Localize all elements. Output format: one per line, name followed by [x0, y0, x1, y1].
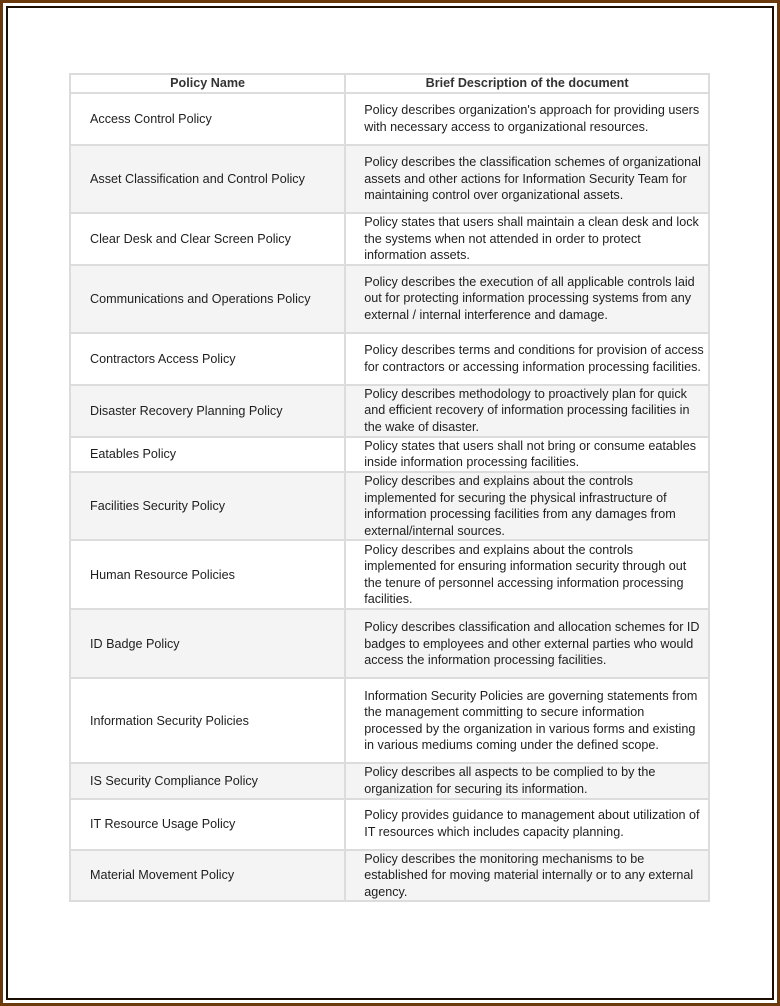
policy-name-cell: Access Control Policy	[70, 93, 345, 145]
policy-name-cell: IS Security Compliance Policy	[70, 763, 345, 798]
policy-description-cell: Policy provides guidance to management about utilization of IT resources which includes capacity planning.	[345, 799, 709, 850]
policy-name-cell: ID Badge Policy	[70, 609, 345, 678]
table-row	[70, 472, 709, 540]
table-row	[70, 609, 709, 678]
policy-description-cell: Policy describes and explains about the controls implemented for ensuring information security through out the tenure of personnel accessing information processing facilities.	[345, 540, 709, 609]
table-row	[70, 145, 709, 213]
policy-description-cell: Policy describes the monitoring mechanisms to be established for moving material internally or to any external agency.	[345, 850, 709, 902]
policy-name-cell: Eatables Policy	[70, 437, 345, 472]
table-row	[70, 850, 709, 902]
policy-name-cell: Facilities Security Policy	[70, 472, 345, 540]
policy-name-cell: Human Resource Policies	[70, 540, 345, 609]
policy-description-cell: Policy describes methodology to proactively plan for quick and efficient recovery of information processing facilities in the wake of disaster.	[345, 385, 709, 437]
policy-description-cell: Policy describes the classification schemes of organizational assets and other actions for Information Security Team for maintaining control over organizational assets.	[345, 145, 709, 213]
policy-description-cell: Policy states that users shall maintain a clean desk and lock the systems when not attended in order to protect information assets.	[345, 213, 709, 265]
policy-description-cell: Information Security Policies are governing statements from the management committing to secure information processed by the organization in various forms and existing in various mediums coming under the defined scope.	[345, 678, 709, 763]
policy-table	[69, 73, 710, 902]
table-row	[70, 93, 709, 145]
table-row	[70, 799, 709, 850]
policy-description-cell: Policy describes all aspects to be complied to by the organization for securing its information.	[345, 763, 709, 798]
policy-description-cell: Policy describes the execution of all applicable controls laid out for protecting information processing systems from any external / internal interference and damage.	[345, 265, 709, 333]
table-row	[70, 265, 709, 333]
table-row	[70, 437, 709, 472]
table-row	[70, 763, 709, 798]
column-header-policy-name: Policy Name	[70, 74, 345, 93]
policy-name-cell: Information Security Policies	[70, 678, 345, 763]
table-header-row	[70, 74, 709, 93]
column-header-description: Brief Description of the document	[345, 74, 709, 93]
policy-name-cell: Contractors Access Policy	[70, 333, 345, 385]
policy-name-cell: Material Movement Policy	[70, 850, 345, 902]
table-row	[70, 333, 709, 385]
table-row	[70, 213, 709, 265]
policy-description-cell: Policy states that users shall not bring or consume eatables inside information processing facilities.	[345, 437, 709, 472]
policy-name-cell: Disaster Recovery Planning Policy	[70, 385, 345, 437]
policy-name-cell: IT Resource Usage Policy	[70, 799, 345, 850]
policy-description-cell: Policy describes terms and conditions for provision of access for contractors or accessing information processing facilities.	[345, 333, 709, 385]
table-row	[70, 385, 709, 437]
policy-name-cell: Asset Classification and Control Policy	[70, 145, 345, 213]
policy-name-cell: Communications and Operations Policy	[70, 265, 345, 333]
policy-name-cell: Clear Desk and Clear Screen Policy	[70, 213, 345, 265]
policy-description-cell: Policy describes organization's approach for providing users with necessary access to organizational resources.	[345, 93, 709, 145]
table-row	[70, 540, 709, 609]
table-row	[70, 678, 709, 763]
policy-description-cell: Policy describes and explains about the controls implemented for securing the physical infrastructure of information processing facilities from any damages from external/internal sources.	[345, 472, 709, 540]
policy-description-cell: Policy describes classification and allocation schemes for ID badges to employees and other external parties who would access the information processing facilities.	[345, 609, 709, 678]
